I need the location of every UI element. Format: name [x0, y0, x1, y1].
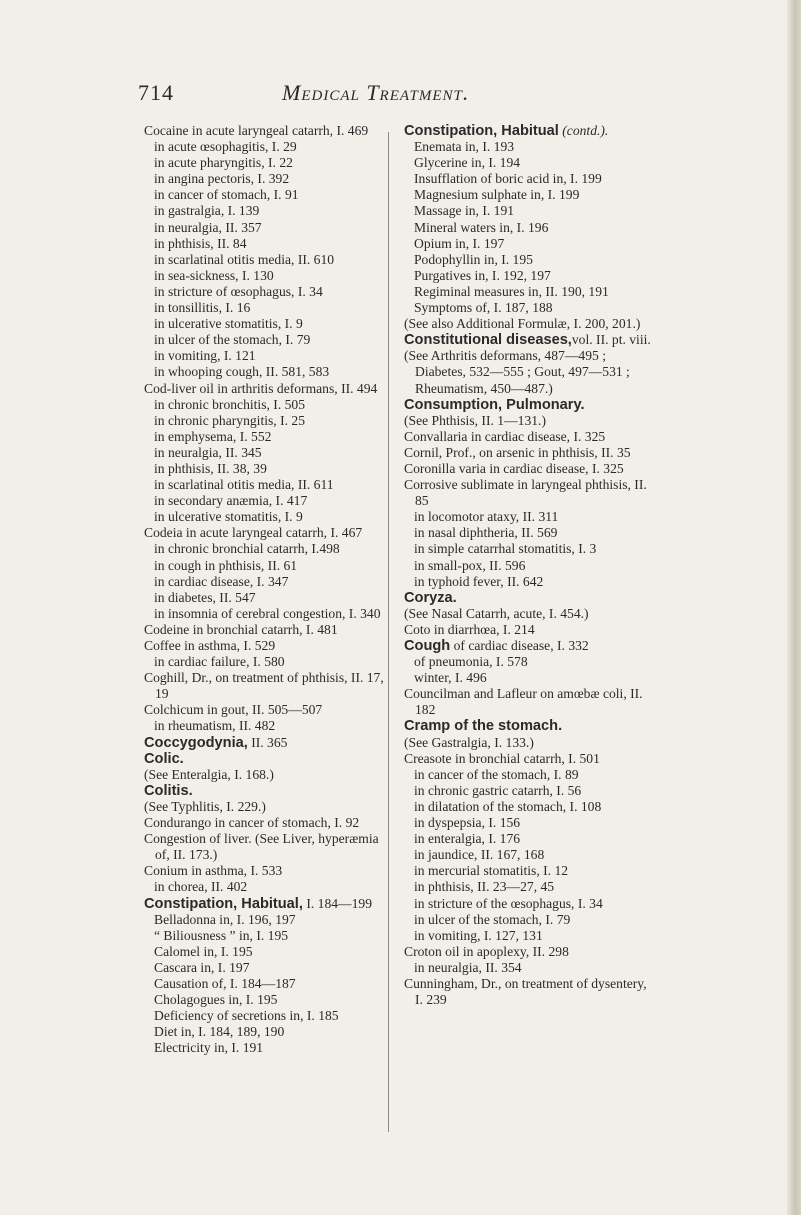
index-subentry: in tonsillitis, I. 16	[154, 300, 251, 316]
page-header	[138, 80, 698, 110]
index-heading-term: Coccygodynia,	[144, 734, 248, 751]
page-number: 714	[138, 80, 174, 105]
index-heading-ref: I. 184—199	[302, 895, 373, 911]
index-subentry: in ulcer of the stomach, I. 79	[414, 911, 571, 927]
index-entry: Codeine in bronchial catarrh, I. 481	[144, 621, 338, 637]
index-subentry: in ulcerative stomatitis, I. 9	[154, 316, 303, 332]
index-subentry: Opium in, I. 197	[414, 235, 505, 251]
index-subentry: in secondary anæmia, I. 417	[154, 493, 308, 509]
index-subentry: Deficiency of secretions in, I. 185	[154, 1008, 339, 1024]
index-subentry: in acute pharyngitis, I. 22	[154, 155, 293, 171]
index-subentry: in cardiac disease, I. 347	[154, 573, 289, 589]
index-heading	[144, 896, 384, 912]
index-subentry: in chronic gastric catarrh, I. 56	[414, 782, 582, 798]
index-subentry: Regiminal measures in, II. 190, 191	[414, 283, 609, 299]
index-subentry: Mineral waters in, I. 196	[414, 219, 549, 235]
index-entry: Convallaria in cardiac disease, I. 325	[404, 428, 606, 444]
index-entry: Codeia in acute laryngeal catarrh, I. 467	[144, 525, 363, 541]
index-subentry: Purgatives in, I. 192, 197	[414, 267, 551, 283]
index-heading-term: Constitutional diseases,	[404, 332, 572, 349]
column-divider	[388, 132, 389, 1132]
index-entry: Conium in asthma, I. 533	[144, 863, 283, 879]
index-heading-term: Coryza.	[404, 589, 457, 606]
index-subentry: winter, I. 496	[414, 670, 487, 686]
index-subentry: in vomiting, I. 127, 131	[414, 927, 543, 943]
index-subentry: in cancer of the stomach, I. 89	[414, 766, 579, 782]
index-entry: Cocaine in acute laryngeal catarrh, I. 469	[144, 123, 369, 138]
index-subentry: in chronic bronchitis, I. 505	[154, 396, 306, 412]
index-entry: Coffee in asthma, I. 529	[144, 638, 276, 653]
index-subentry: in nasal diphtheria, II. 569	[414, 525, 558, 541]
index-subentry: in phthisis, II. 38, 39	[154, 460, 267, 476]
index-subentry: Glycerine in, I. 194	[414, 155, 521, 171]
index-subentry: in gastralgia, I. 139	[154, 203, 260, 219]
index-entry: Creasote in bronchial catarrh, I. 501	[404, 750, 600, 766]
index-subentry: in dilatation of the stomach, I. 108	[414, 798, 602, 814]
index-subentry: in neuralgia, II. 357	[154, 219, 262, 235]
index-entry: Corrosive sublimate in laryngeal phthisis, II. 85	[404, 477, 647, 509]
index-subentry: in vomiting, I. 121	[154, 348, 256, 364]
index-subentry: in phthisis, II. 84	[154, 235, 247, 251]
index-subentry: in cough in phthisis, II. 61	[154, 557, 298, 573]
index-subentry: in stricture of the œsophagus, I. 34	[414, 895, 603, 911]
index-entry: Cornil, Prof., on arsenic in phthisis, II. 35	[404, 444, 631, 460]
index-heading	[404, 638, 656, 654]
index-subentry: Cascara in, I. 197	[154, 959, 250, 975]
index-heading-ref: of cardiac disease, I. 332	[450, 638, 589, 653]
index-subentry: in acute œsophagitis, I. 29	[154, 139, 297, 155]
index-heading-term: Consumption, Pulmonary.	[404, 396, 585, 413]
index-subentry: in angina pectoris, I. 392	[154, 171, 290, 187]
running-title: Medical Treatment.	[282, 80, 470, 105]
index-heading-term: Constipation, Habitual	[404, 123, 559, 139]
index-heading	[144, 735, 384, 751]
index-subentry: Belladonna in, I. 196, 197	[154, 911, 296, 927]
index-heading	[144, 751, 384, 767]
index-cross-reference: (See Gastralgia, I. 133.)	[404, 734, 534, 750]
index-subentry: in scarlatinal otitis media, II. 611	[154, 477, 334, 493]
index-entry: Cunningham, Dr., on treatment of dysentery, I. 239	[404, 975, 647, 1008]
index-subentry: Causation of, I. 184—187	[154, 975, 296, 991]
index-cross-reference: (See also Additional Formulæ, I. 200, 201.)	[404, 316, 641, 332]
index-entry: Congestion of liver. (See Liver, hyperæmia of, II. 173.)	[144, 831, 379, 863]
index-subentry: in chronic pharyngitis, I. 25	[154, 412, 306, 428]
index-subentry: Massage in, I. 191	[414, 203, 515, 219]
index-subentry: in enteralgia, I. 176	[414, 831, 521, 847]
index-subentry: Magnesium sulphate in, I. 199	[414, 187, 580, 203]
index-subentry: in chronic bronchial catarrh, I.498	[154, 541, 340, 557]
index-entry: Croton oil in apoplexy, II. 298	[404, 943, 569, 959]
index-column-right	[404, 123, 656, 1008]
index-subentry: in rheumatism, II. 482	[154, 718, 276, 734]
index-subentry: of pneumonia, I. 578	[414, 654, 528, 670]
index-cross-reference: (See Arthritis deformans, 487—495 ; Diabetes, 532—555 ; Gout, 497—531 ; Rheumatism, 450—487.)	[404, 348, 630, 396]
index-subentry: Insufflation of boric acid in, I. 199	[414, 171, 602, 187]
index-subentry: in whooping cough, II. 581, 583	[154, 364, 330, 380]
index-subentry: Podophyllin in, I. 195	[414, 251, 533, 267]
index-entry: Cod-liver oil in arthritis deformans, II. 494	[144, 380, 378, 396]
index-subentry: “ Biliousness ” in, I. 195	[154, 927, 289, 943]
index-subentry: in diabetes, II. 547	[154, 589, 256, 605]
page-edge	[787, 0, 801, 1215]
index-subentry: in phthisis, II. 23—27, 45	[414, 879, 555, 895]
index-heading-ref: II. 365	[247, 734, 288, 750]
index-subentry: in locomotor ataxy, II. 311	[414, 509, 559, 525]
index-subentry: in mercurial stomatitis, I. 12	[414, 863, 569, 879]
index-subentry: in sea-sickness, I. 130	[154, 267, 274, 283]
index-subentry: Electricity in, I. 191	[154, 1040, 264, 1056]
index-subentry: in neuralgia, II. 345	[154, 444, 262, 460]
index-cross-reference: (See Phthisis, II. 1—131.)	[404, 412, 546, 428]
index-subentry: in insomnia of cerebral congestion, I. 340	[154, 605, 381, 621]
index-subentry: in simple catarrhal stomatitis, I. 3	[414, 541, 597, 557]
index-entry: Colchicum in gout, II. 505—507	[144, 702, 323, 718]
index-entry: Coghill, Dr., on treatment of phthisis, II. 17, 19	[144, 670, 384, 702]
index-heading-term: Constipation, Habitual,	[144, 895, 303, 912]
index-cross-reference: (See Enteralgia, I. 168.)	[144, 766, 274, 782]
index-heading-ref: (contd.).	[558, 123, 609, 138]
index-subentry: Calomel in, I. 195	[154, 943, 253, 959]
index-subentry: in emphysema, I. 552	[154, 428, 272, 444]
index-heading-term: Colitis.	[144, 782, 193, 799]
index-subentry: in scarlatinal otitis media, II. 610	[154, 251, 335, 267]
index-subentry: in typhoid fever, II. 642	[414, 573, 544, 589]
index-subentry: Symptoms of, I. 187, 188	[414, 300, 553, 316]
index-heading-ref: vol. II. pt. viii.	[571, 332, 651, 348]
index-subentry: in ulcerative stomatitis, I. 9	[154, 509, 303, 525]
index-heading	[144, 783, 384, 799]
index-entry: Condurango in cancer of stomach, I. 92	[144, 815, 360, 831]
index-subentry: in stricture of œsophagus, I. 34	[154, 283, 323, 299]
index-subentry: in chorea, II. 402	[154, 879, 248, 895]
index-heading-term: Colic.	[144, 750, 184, 767]
index-entry: Coto in diarrhœa, I. 214	[404, 621, 535, 637]
index-subentry: in neuralgia, II. 354	[414, 959, 522, 975]
index-heading-term: Cramp of the stomach.	[404, 718, 563, 735]
index-subentry: in ulcer of the stomach, I. 79	[154, 332, 311, 348]
index-subentry: in small-pox, II. 596	[414, 557, 526, 573]
index-subentry: Diet in, I. 184, 189, 190	[154, 1024, 285, 1040]
index-heading	[404, 718, 656, 734]
index-cross-reference: (See Typhlitis, I. 229.)	[144, 798, 266, 814]
index-subentry: in dyspepsia, I. 156	[414, 815, 521, 831]
index-heading	[404, 397, 656, 413]
index-heading	[404, 123, 656, 139]
index-cross-reference: (See Nasal Catarrh, acute, I. 454.)	[404, 605, 589, 621]
index-subentry: Cholagogues in, I. 195	[154, 992, 278, 1008]
index-heading	[404, 332, 656, 348]
index-subentry: Enemata in, I. 193	[414, 139, 515, 155]
index-entry: Councilman and Lafleur on amœbæ coli, II. 182	[404, 686, 643, 718]
index-heading-term: Cough	[404, 638, 451, 654]
index-subentry: in cancer of stomach, I. 91	[154, 187, 299, 203]
index-column-left	[144, 123, 384, 1056]
index-subentry: in cardiac failure, I. 580	[154, 654, 285, 670]
index-subentry: in jaundice, II. 167, 168	[414, 847, 545, 863]
index-entry: Coronilla varia in cardiac disease, I. 325	[404, 460, 624, 476]
index-heading	[404, 590, 656, 606]
